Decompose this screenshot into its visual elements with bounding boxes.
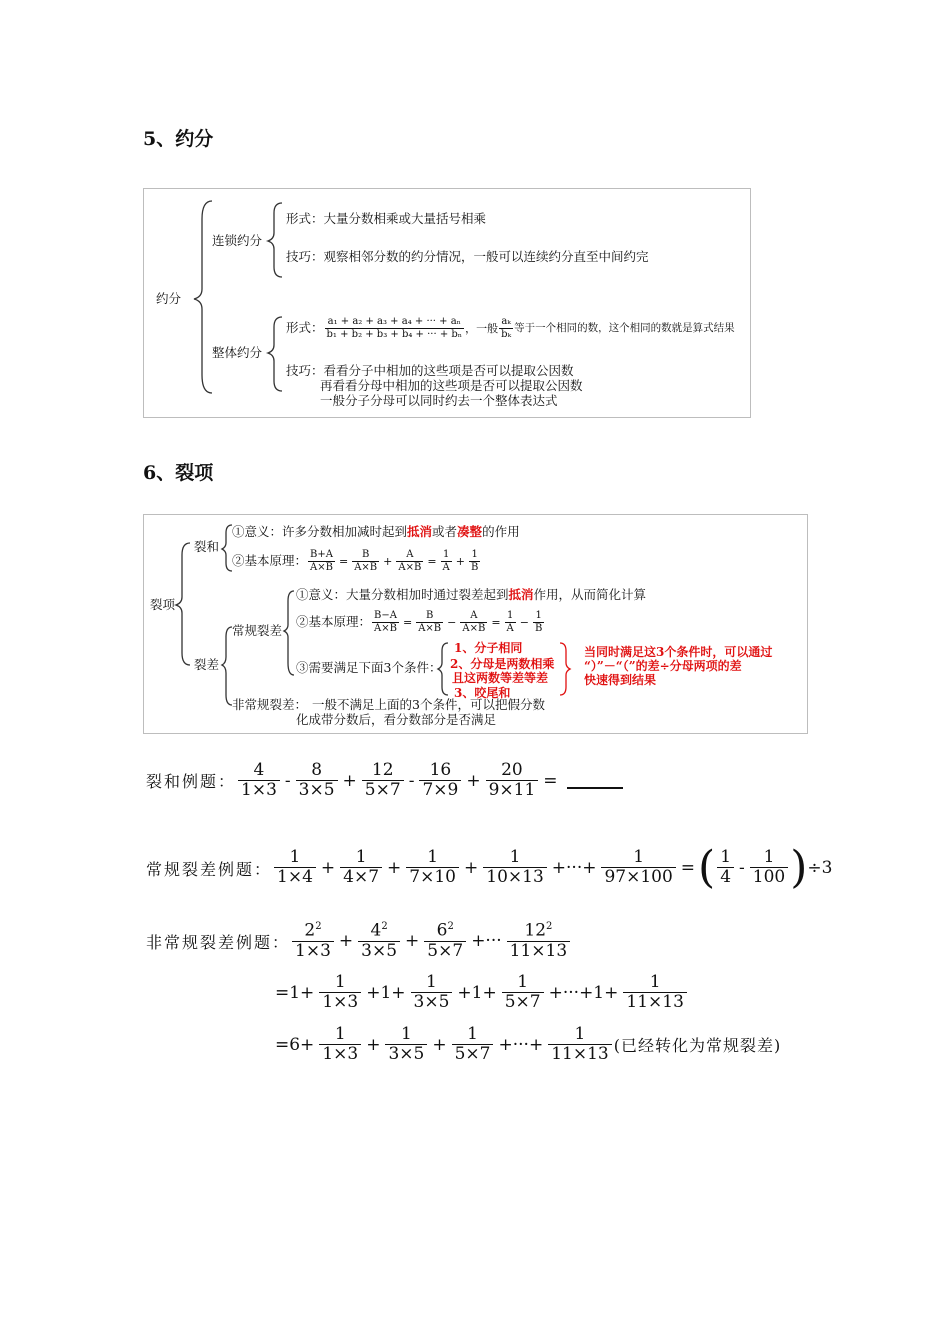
ex1-term-3-den: 5×7 — [362, 780, 404, 800]
ex2-term-2-den: 4×7 — [340, 867, 382, 887]
ex3-l1-term-1 — [292, 922, 334, 960]
liecha-meaning-red: 抵消 — [508, 587, 534, 602]
ex3-l1-term-4-num: 12 — [524, 920, 547, 941]
ex2-tail: ÷3 — [807, 858, 833, 878]
liecha-frac-4-num: 1 — [506, 610, 514, 621]
shortcut-note-1: 当同时满足这3个条件时，可以通过 — [584, 645, 773, 659]
liecha-frac-1-num: B−A — [374, 610, 397, 621]
ex1-op-1: - — [284, 770, 291, 791]
ex3-l2-term-2: $\frac{1}{3\times 5}$ — [411, 974, 453, 1012]
ex2-term-3 — [406, 849, 459, 887]
ex3-l1-term-3-num: 6 — [436, 920, 448, 941]
liexiang-root-label: 裂项 — [150, 597, 176, 612]
zhengti-sum-numerator: a₁ + a₂ + a₃ + a₄ + ··· + aₙ — [327, 316, 461, 327]
liecha-frac-1 — [372, 611, 399, 634]
ex2-result-2 — [750, 849, 788, 887]
liehe-meaning-mid: 或者 — [432, 524, 458, 539]
ex3-l2-term-2-den: 3×5 — [411, 992, 453, 1012]
ex1-term-2-den: 3×5 — [296, 780, 338, 800]
ex1-term-5 — [486, 762, 539, 800]
ex2-dots: +···+ — [551, 858, 597, 878]
ex2-result-2-den: 100 — [750, 867, 788, 887]
ex3-l3-term-4-den: 11×13 — [548, 1044, 612, 1064]
ex3-l2-term-4-den: 11×13 — [623, 992, 687, 1012]
zhengti-bk: bₖ — [501, 328, 512, 340]
ex3-l2-term-1: $\frac{1}{1\times 3}$ — [319, 974, 361, 1012]
liehe-frac-5-den: B — [470, 561, 479, 573]
liehe-frac-3 — [396, 550, 423, 573]
ex3-l1-term-2-num: 4 — [370, 920, 382, 941]
liehe-label: 裂和 — [194, 539, 220, 554]
liehe-frac-3-num: A — [406, 549, 414, 560]
ex3-l3-term-3-den: 5×7 — [452, 1044, 494, 1064]
zhengti-form — [286, 317, 735, 340]
liecha-frac-3 — [460, 611, 487, 634]
ex3-l3-term-4: $\frac{1}{11\times 13}$ — [548, 1026, 612, 1064]
ex2-term-2-num: 1 — [355, 847, 367, 868]
ex2-left-paren: ( — [698, 842, 716, 893]
liecha-frac-2 — [416, 611, 443, 634]
ex1-term-1 — [238, 762, 280, 800]
zhengti-ak-fraction — [499, 317, 513, 340]
ex1-term-1-num: 4 — [253, 760, 265, 780]
liehe-frac-5-num: 1 — [471, 549, 478, 560]
ex1-term-4-num: 16 — [429, 760, 452, 780]
ex3-note: (已经转化为常规裂差) — [613, 1036, 782, 1056]
liansuo-skill: 技巧：观察相邻分数的约分情况，一般可以连续约分直至中间约完 — [286, 249, 649, 264]
liehe-frac-1-num: B+A — [310, 549, 333, 560]
liecha-principle: ②基本原理： $\frac{B-A}{A\times B}$ = $\frac{B}{A\times B}$ − $\frac{A}{A\times B}$ = $\frac{1}{A}$ − $\frac{1}{B}$ — [296, 610, 543, 634]
ex2-term-4-den: 10×13 — [483, 867, 547, 887]
liecha-principle-label: ②基本原理： — [296, 614, 372, 629]
ex1-term-3 — [362, 762, 404, 800]
ex3-l1-term-1-num: 2 — [304, 920, 316, 941]
condition-2a: 2、分母是两数相乘 — [450, 657, 555, 671]
feichanggui-example-label: 非常规裂差例题： — [146, 932, 291, 952]
liehe-meaning — [232, 526, 520, 539]
ex2-term-1-den: 1×4 — [274, 867, 316, 887]
ex1-term-1-den: 1×3 — [238, 780, 280, 800]
zhengti-form-label: 形式： — [286, 320, 324, 335]
ex3-l1-term-1-exp: 2 — [315, 921, 322, 932]
liehe-frac-4 — [441, 550, 452, 573]
liehe-principle-label: ②基本原理： — [232, 553, 308, 568]
liecha-frac-3-den: A×B — [462, 622, 486, 634]
changgui-liecha-label: 常规裂差 — [232, 623, 283, 638]
liecha-meaning-post: 作用，从而简化计算 — [533, 587, 647, 602]
feichanggui-example-line-1: 非常规裂差例题： $\frac{2^2}{1\times 3}$ + $\frac{4^2}{3\times 5}$ + $\frac{6^2}{5\times 7}$ +··· $\frac{12^2}{11\times 13}$ — [146, 922, 572, 960]
liansuo-form: 形式：大量分数相乘或大量括号相乘 — [286, 211, 487, 226]
liehe-frac-2-den: A×B — [354, 561, 378, 573]
ex1-term-2 — [296, 762, 338, 800]
ex3-l1-term-3-exp: 2 — [447, 921, 454, 932]
ex2-result-2-num: 1 — [763, 847, 775, 868]
ex3-l1-term-3 — [424, 922, 466, 960]
zhengti-comma: ，一般 — [465, 321, 499, 335]
liexiang-diagram — [143, 514, 808, 734]
ex3-l1-term-4-den: 11×13 — [507, 941, 571, 961]
section-6-heading: 6、裂项 — [143, 462, 214, 484]
ex3-l2-term-1-den: 1×3 — [319, 992, 361, 1012]
liecha-frac-2-den: A×B — [418, 622, 442, 634]
ex3-l3-term-3: $\frac{1}{5\times 7}$ — [452, 1026, 494, 1064]
liecha-label: 裂差 — [194, 657, 220, 672]
ex3-l3-term-2-den: 3×5 — [385, 1044, 427, 1064]
liecha-frac-2-num: B — [425, 610, 434, 621]
ex1-term-2-num: 8 — [311, 760, 323, 780]
zhengti-sum-fraction — [325, 317, 465, 340]
ex2-result-1-den: 4 — [717, 867, 734, 887]
ex3-l1-term-4 — [507, 922, 571, 960]
feichanggui-text-2: 化成带分数后，看分数部分是否满足 — [296, 712, 497, 727]
liehe-example-label: 裂和例题： — [146, 772, 237, 792]
ex2-term-2 — [340, 849, 382, 887]
liehe-frac-3-den: A×B — [398, 561, 422, 573]
ex3-l2-term-3: $\frac{1}{5\times 7}$ — [502, 974, 544, 1012]
ex2-term-3-den: 7×10 — [406, 867, 459, 887]
condition-3: 3、咬尾和 — [454, 686, 511, 700]
liehe-frac-2 — [352, 550, 379, 573]
changgui-example-label: 常规裂差例题： — [146, 859, 273, 879]
ex1-answer-blank — [567, 773, 623, 789]
liehe-frac-1-den: A×B — [310, 561, 333, 573]
liehe-meaning-red2: 凑整 — [457, 524, 483, 539]
ex2-term-4 — [483, 849, 547, 887]
zhengti-skill-1: 技巧：看看分子中相加的这些项是否可以提取公因数 — [286, 363, 574, 378]
ex1-term-4-den: 7×9 — [419, 780, 461, 800]
zhengti-skill-2: 再看看分母中相加的这些项是否可以提取公因数 — [320, 378, 583, 393]
liecha-meaning-text: ①意义：大量分数相加时通过裂差起到 — [296, 587, 509, 602]
section-5-heading: 5、约分 — [143, 128, 214, 150]
zhengti-form-rest: 等于一个相同的数，这个相同的数就是算式结果 — [514, 322, 735, 334]
ex1-op-2: + — [342, 770, 357, 791]
yuefen-root-label: 约分 — [156, 291, 182, 306]
ex2-right-paren: ) — [790, 842, 808, 893]
liehe-frac-2-num: B — [361, 549, 370, 560]
zhengti-label: 整体约分 — [212, 345, 263, 360]
ex1-equals: = — [543, 770, 558, 791]
zhengti-sum-denominator: b₁ + b₂ + b₃ + b₄ + ··· + bₙ — [326, 328, 463, 340]
ex2-result-1-num: 1 — [720, 847, 732, 868]
ex3-l1-term-4-exp: 2 — [546, 921, 553, 932]
liecha-frac-3-num: A — [470, 610, 478, 621]
ex1-op-3: - — [408, 770, 415, 791]
liehe-frac-4-den: A — [442, 561, 450, 573]
liecha-meaning — [296, 589, 646, 602]
changgui-example: 常规裂差例题： $\frac{1}{1\times 4}$ + $\frac{1}{4\times 7}$ + $\frac{1}{7\times 10}$ + $\frac{1}{10\times 13}$ +···+ $\frac{1}{97\times 100}$ = ( $\frac{1}{4}$ - $\frac{1}{100}$ ) ÷3 — [146, 842, 833, 893]
liecha-frac-4 — [505, 611, 516, 634]
condition-1: 1、分子相同 — [454, 641, 523, 655]
ex2-term-5-den: 97×100 — [601, 867, 675, 887]
ex2-term-4-num: 1 — [509, 847, 521, 868]
liecha-frac-5-num: 1 — [535, 610, 542, 621]
ex3-l1-term-2-exp: 2 — [381, 921, 388, 932]
ex3-l1-term-2 — [358, 922, 400, 960]
liehe-frac-5 — [469, 550, 480, 573]
ex2-term-3-num: 1 — [427, 847, 439, 868]
ex1-term-3-num: 12 — [371, 760, 394, 780]
condition-2b: 且这两数等差等差 — [452, 671, 549, 685]
ex1-op-4: + — [466, 770, 481, 791]
ex1-term-5-num: 20 — [501, 760, 523, 780]
yuefen-diagram — [143, 188, 751, 418]
ex1-term-4 — [419, 762, 461, 800]
liehe-example — [146, 762, 623, 800]
ex2-term-1 — [274, 849, 316, 887]
zhengti-ak: aₖ — [501, 316, 511, 327]
liecha-frac-1-den: A×B — [374, 622, 397, 634]
liecha-frac-4-den: A — [506, 622, 514, 634]
liecha-conditions-label: ③需要满足下面3个条件： — [296, 660, 442, 675]
liehe-meaning-text: ①意义：许多分数相加减时起到 — [232, 524, 408, 539]
ex2-term-5-num: 1 — [633, 847, 645, 868]
ex3-l3-term-2: $\frac{1}{3\times 5}$ — [385, 1026, 427, 1064]
feichanggui-example-line-2: =1+ $\frac{1}{1\times 3}$ +1+ $\frac{1}{3\times 5}$ +1+ $\frac{1}{5\times 7}$ +···+1+ $\frac{1}{11\times 13}$ — [272, 974, 689, 1012]
liehe-frac-4-num: 1 — [442, 549, 450, 560]
feichanggui-label: 非常规裂差： — [232, 697, 308, 712]
ex3-l1-term-3-den: 5×7 — [424, 941, 466, 961]
liansuo-label: 连锁约分 — [212, 233, 263, 248]
ex2-term-5 — [601, 849, 675, 887]
ex3-l2-term-4: $\frac{1}{11\times 13}$ — [623, 974, 687, 1012]
shortcut-note-2: “）”－“（”的差÷分母两项的差 — [584, 659, 742, 673]
liehe-principle: ②基本原理： $\frac{B+A}{A\times B}$ = $\frac{B}{A\times B}$ + $\frac{A}{A\times B}$ = $\frac{1}{A}$ + $\frac{1}{B}$ — [232, 549, 479, 573]
ex3-l1-term-2-den: 3×5 — [358, 941, 400, 961]
liecha-frac-5-den: B — [534, 622, 543, 634]
ex3-l1-term-1-den: 1×3 — [292, 941, 334, 961]
ex3-l3-term-1: $\frac{1}{1\times 3}$ — [319, 1026, 361, 1064]
ex2-term-1-num: 1 — [289, 847, 301, 868]
liehe-meaning-post: 的作用 — [482, 524, 520, 539]
ex3-l2-term-3-den: 5×7 — [502, 992, 544, 1012]
ex2-result-1 — [717, 849, 734, 887]
liehe-frac-1 — [308, 550, 335, 573]
feichanggui-text-1: 一般不满足上面的3个条件，可以把假分数 — [312, 697, 545, 712]
zhengti-skill-3: 一般分子分母可以同时约去一个整体表达式 — [320, 393, 558, 408]
ex1-term-5-den: 9×11 — [486, 780, 539, 800]
liehe-meaning-red1: 抵消 — [407, 524, 433, 539]
shortcut-note-3: 快速得到结果 — [584, 673, 657, 687]
ex3-l3-term-1-den: 1×3 — [319, 1044, 361, 1064]
feichanggui-example-line-3: =6+ $\frac{1}{1\times 3}$ + $\frac{1}{3\times 5}$ + $\frac{1}{5\times 7}$ +···+ $\frac{1}{11\times 13}$ (已经转化为常规裂差) — [275, 1024, 782, 1064]
liecha-frac-5 — [533, 611, 544, 634]
